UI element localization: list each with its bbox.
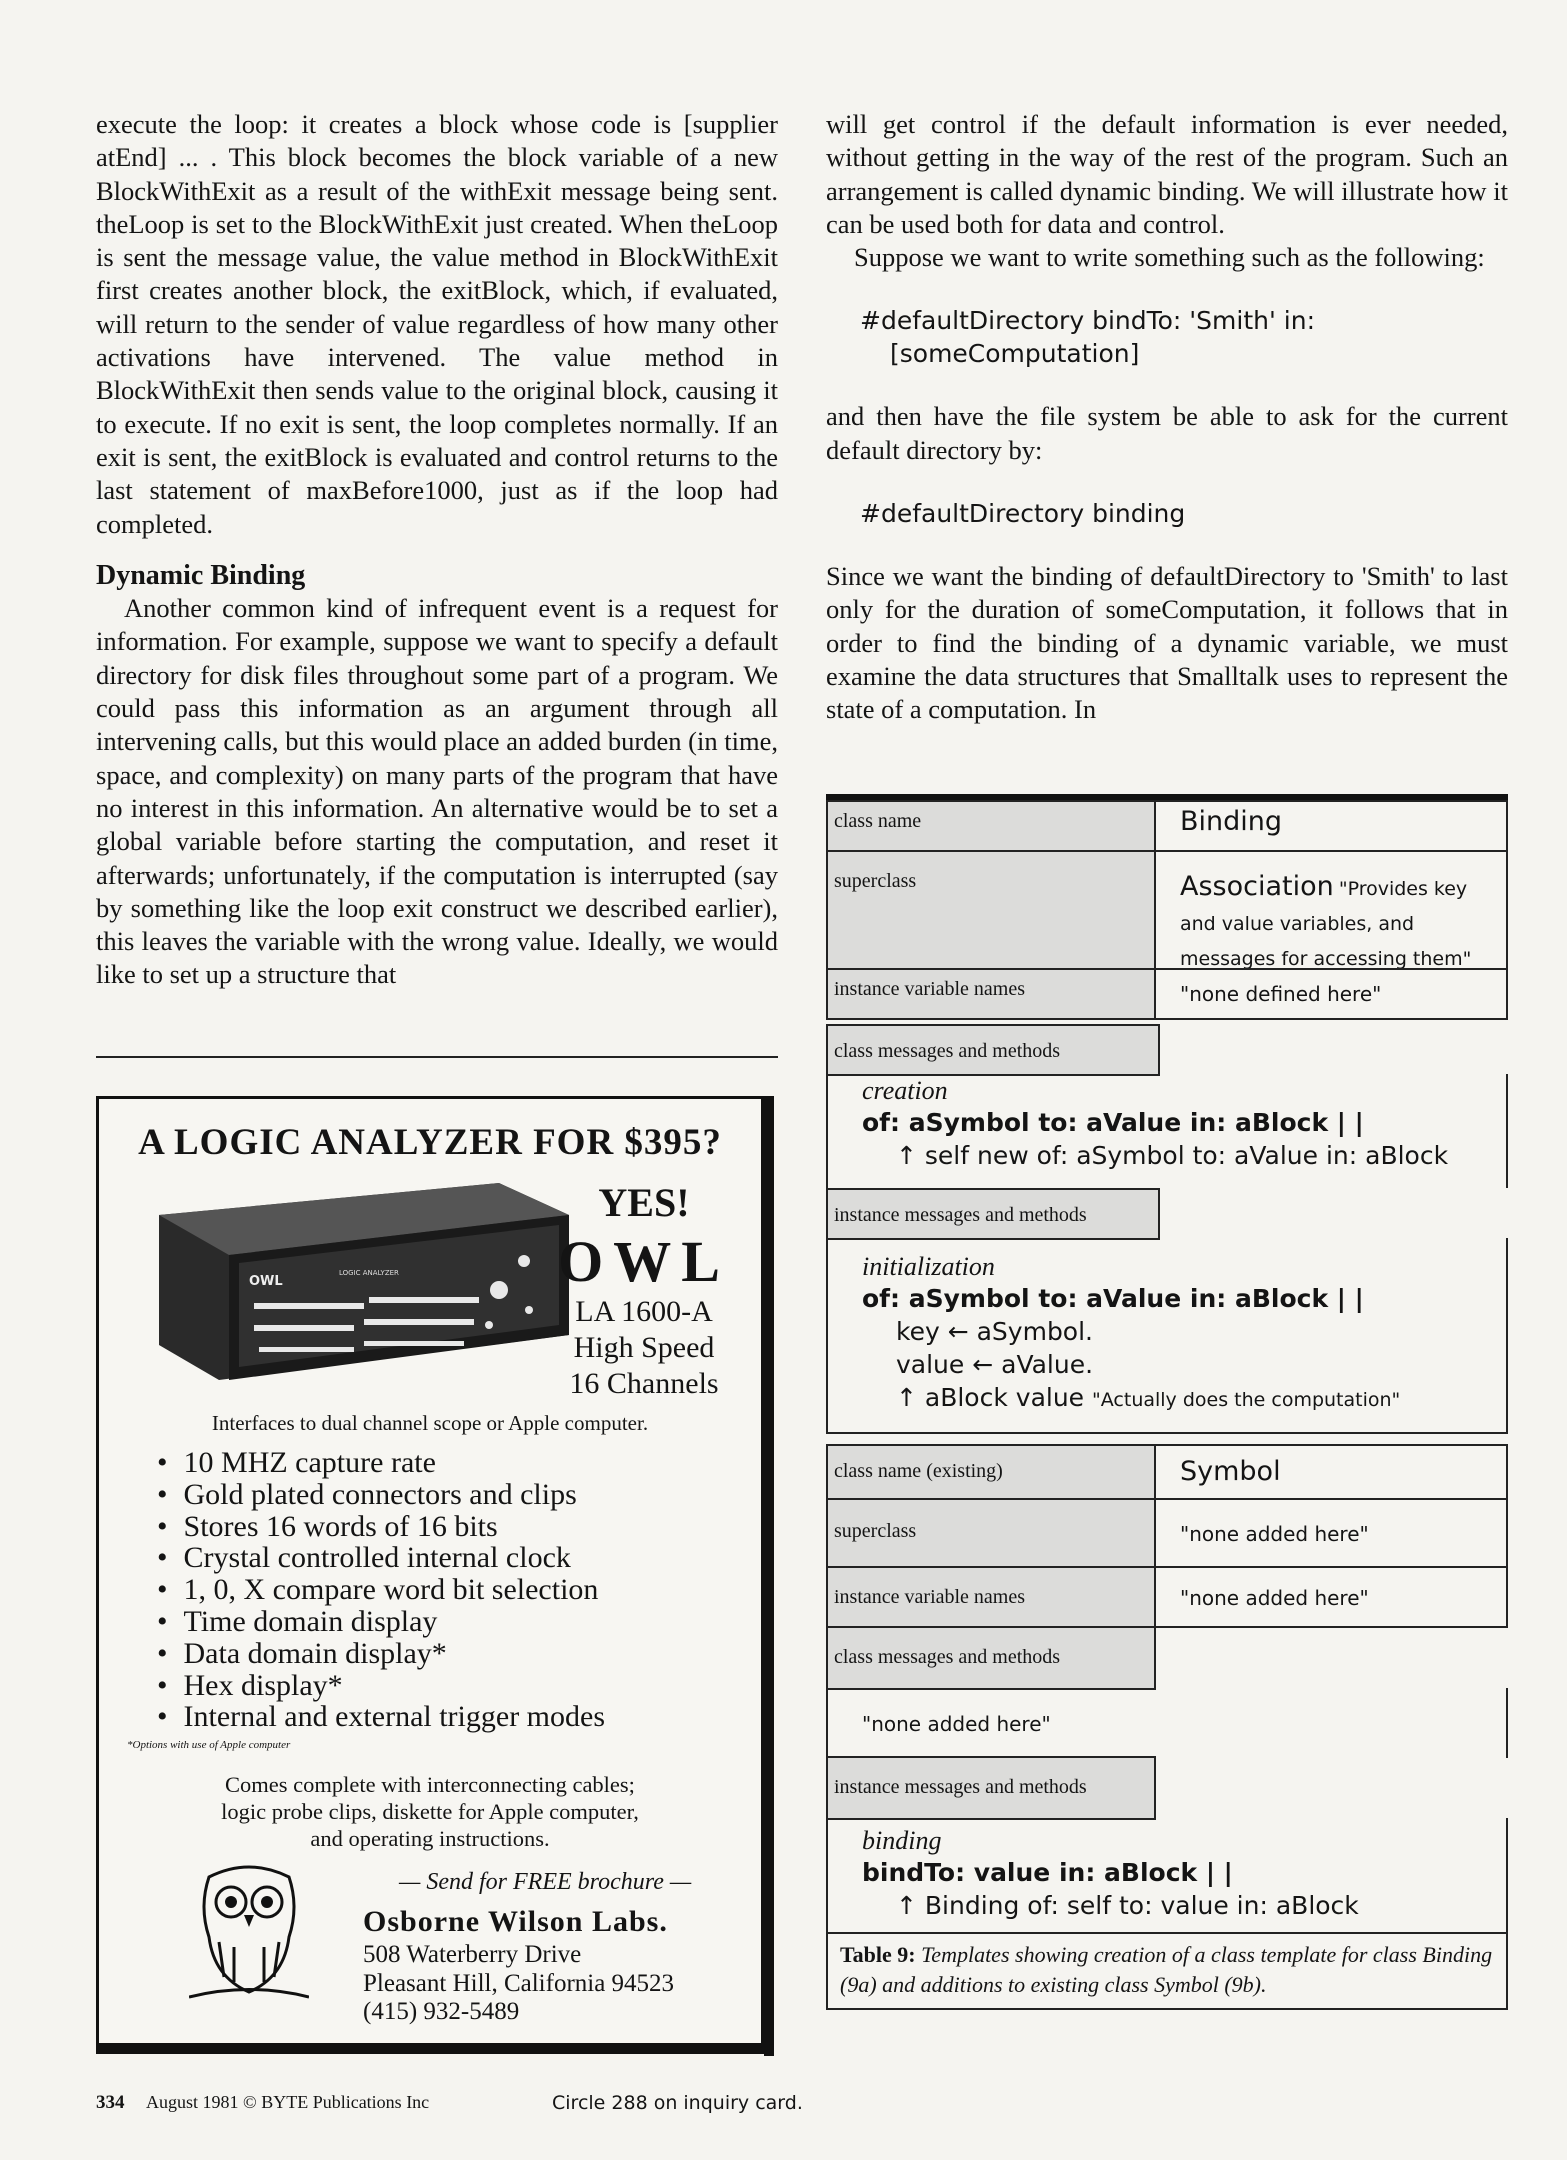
body-paragraph: Suppose we want to write something such as the following: bbox=[854, 242, 1485, 273]
method-line: "none added here" bbox=[862, 1712, 1051, 1736]
device-label: LOGIC ANALYZER bbox=[339, 1269, 399, 1277]
row-label: instance messages and methods bbox=[826, 1756, 1156, 1820]
owl-icon bbox=[189, 1857, 309, 2007]
caption-label: Table 9: bbox=[840, 1942, 916, 1967]
inquiry-note: Circle 288 on inquiry card. bbox=[552, 2092, 803, 2114]
body-paragraph: execute the loop: it creates a block whose code is [supplier atEnd] ... . This block becomes the block variable of a new BlockWithExit as a result of the withExit message being sent. theLoop is set to the BlockWithExit just created. When theLoop is sent the message value, the value method in BlockWithExit first creates another block, the exitBlock, which, if evaluated, will return to the sender of value regardless of how many other activations have intervened. The value method in BlockWithExit then sends value to the original block, causing it to execute. If no exit is sent, the loop completes normally. If an exit is sent, the exitBlock is evaluated and control returns to the last statement of maxBefore1000, just as if the loop had completed. bbox=[96, 109, 778, 539]
ad-feature-item: • 1, 0, X compare word bit selection bbox=[157, 1574, 605, 1606]
phone-number: (415) 932-5489 bbox=[363, 1998, 520, 2025]
table-row bbox=[826, 1024, 1508, 1076]
ad-feature-item: • Gold plated connectors and clips bbox=[157, 1479, 605, 1511]
superclass-comment: "Provides key and value variables, and messages for accessing them" bbox=[1180, 878, 1472, 970]
method-body bbox=[826, 1074, 1508, 1188]
ad-feature-list bbox=[157, 1447, 605, 1733]
method-line: ↑ Binding of: self to: value in: aBlock bbox=[896, 1891, 1359, 1920]
method-line: value ← aValue. bbox=[896, 1350, 1094, 1379]
method-signature: bindTo: value in: aBlock | | bbox=[862, 1858, 1233, 1887]
ad-shadow bbox=[764, 1096, 774, 2056]
issue-info: August 1981 © BYTE Publications Inc bbox=[146, 2092, 430, 2112]
row-value: Symbol bbox=[1156, 1444, 1508, 1500]
method-category: creation bbox=[862, 1076, 948, 1105]
ad-feature-item: • Internal and external trigger modes bbox=[157, 1701, 605, 1733]
device-brand: OWL bbox=[249, 1274, 283, 1289]
method-comment: "Actually does the computation" bbox=[1092, 1389, 1401, 1411]
ad-channels: 16 Channels bbox=[569, 1367, 719, 1400]
row-label: superclass bbox=[826, 850, 1156, 970]
ad-address bbox=[363, 1941, 674, 2027]
body-paragraph: Another common kind of infrequent event is a request for information. For example, suppose we want to specify a default directory for disk files throughout some part of a program. We could pass this information as an argument through all intervening calls, but this would place an added burden (in time, space, and complexity) on many parts of the program that have no interest in this information. An alternative would be to set a global variable before starting the computation, and reset it afterwards; unfortunately, if the computation is interrupted (say by something like the loop exit construct we described earlier), this leaves the variable with the wrong value. Ideally, we would like to set up a structure that bbox=[96, 593, 778, 990]
code-line: #defaultDirectory bindTo: 'Smith' in: bbox=[860, 306, 1316, 336]
ad-speed: High Speed bbox=[573, 1331, 715, 1364]
address-line: Pleasant Hill, California 94523 bbox=[363, 1969, 675, 1997]
method-line: ↑ aBlock value bbox=[896, 1383, 1085, 1412]
ad-model: LA 1600-A bbox=[575, 1295, 713, 1328]
ad-feature-item: • Data domain display* bbox=[157, 1638, 605, 1670]
ad-contents bbox=[99, 1771, 761, 1852]
table-caption bbox=[826, 1932, 1508, 2010]
caption-text: Templates showing creation of a class template for class Binding (9a) and additions to existing class Symbol (9b). bbox=[840, 1942, 1493, 1997]
row-value: "none defined here" bbox=[1156, 968, 1508, 1020]
code-line: #defaultDirectory binding bbox=[860, 499, 1186, 529]
code-example bbox=[860, 497, 1508, 530]
table-row bbox=[826, 1498, 1508, 1568]
row-label: class messages and methods bbox=[826, 1626, 1156, 1690]
table-row bbox=[826, 800, 1508, 852]
table-row bbox=[826, 1566, 1508, 1628]
column-rule bbox=[96, 1056, 778, 1058]
ad-feature-item: • 10 MHZ capture rate bbox=[157, 1447, 605, 1479]
row-label: instance messages and methods bbox=[826, 1188, 1160, 1240]
ad-contents-line: Comes complete with interconnecting cables; bbox=[225, 1772, 635, 1797]
row-value: "none added here" bbox=[1156, 1498, 1508, 1568]
body-paragraph: Since we want the binding of defaultDirectory to 'Smith' to last only for the duration of someComputation, it follows that in order to find the binding of a dynamic variable, we must examine the data structures that Smalltalk uses to represent the state of a computation. In bbox=[826, 561, 1508, 725]
right-column bbox=[826, 108, 1508, 727]
body-paragraph: and then have the file system be able to ask for the current default directory by: bbox=[826, 401, 1508, 465]
method-category: binding bbox=[862, 1826, 942, 1855]
row-label: instance variable names bbox=[826, 968, 1156, 1020]
ad-feature-item: • Crystal controlled internal clock bbox=[157, 1542, 605, 1574]
section-heading: Dynamic Binding bbox=[96, 559, 306, 591]
address-line: 508 Waterberry Drive bbox=[363, 1941, 582, 1968]
table-row bbox=[826, 1756, 1508, 1820]
row-label: class name (existing) bbox=[826, 1444, 1156, 1500]
row-value: "none added here" bbox=[1156, 1566, 1508, 1628]
logic-analyzer-photo bbox=[139, 1175, 579, 1405]
ad-shadow bbox=[96, 2046, 774, 2054]
method-line: key ← aSymbol. bbox=[896, 1317, 1093, 1346]
ad-feature-item: • Hex display* bbox=[157, 1670, 605, 1702]
method-body bbox=[826, 1688, 1508, 1758]
row-label: class name bbox=[826, 800, 1156, 852]
advertisement bbox=[96, 1096, 764, 2046]
body-paragraph: will get control if the default information is ever needed, without getting in the way of the rest of the program. Such an arrangement is called dynamic binding. We will illustrate how it can be used both for data and control. bbox=[826, 109, 1508, 239]
table-row bbox=[826, 968, 1508, 1020]
ad-headline: A LOGIC ANALYZER FOR $395? bbox=[138, 1122, 722, 1163]
ad-company: Osborne Wilson Labs. bbox=[363, 1905, 668, 1938]
ad-feature-item: • Time domain display bbox=[157, 1606, 605, 1638]
page-footer bbox=[96, 2092, 803, 2114]
row-label: instance variable names bbox=[826, 1566, 1156, 1628]
page-number: 334 bbox=[96, 2092, 125, 2113]
table-row bbox=[826, 850, 1508, 970]
superclass-name: Association bbox=[1180, 871, 1334, 902]
method-signature: of: aSymbol to: aValue in: aBlock | | bbox=[862, 1108, 1364, 1137]
row-label: superclass bbox=[826, 1498, 1156, 1568]
ad-feature-item: • Stores 16 words of 16 bits bbox=[157, 1511, 605, 1543]
method-signature: of: aSymbol to: aValue in: aBlock | | bbox=[862, 1284, 1364, 1313]
row-value: Binding bbox=[1156, 800, 1508, 852]
table-row bbox=[826, 1188, 1508, 1240]
ad-product-block bbox=[549, 1179, 739, 1402]
row-value bbox=[1156, 850, 1508, 970]
ad-option-note: *Options with use of Apple computer bbox=[127, 1739, 291, 1751]
ad-contents-line: logic probe clips, diskette for Apple computer, bbox=[221, 1799, 639, 1824]
table-row bbox=[826, 1444, 1508, 1500]
ad-contents-line: and operating instructions. bbox=[310, 1826, 550, 1851]
code-line: [someComputation] bbox=[890, 339, 1140, 369]
left-column bbox=[96, 108, 778, 992]
method-line: ↑ self new of: aSymbol to: aValue in: aBlock bbox=[896, 1141, 1449, 1170]
ad-send-brochure: — Send for FREE brochure — bbox=[399, 1869, 692, 1895]
ad-yes: YES! bbox=[598, 1180, 690, 1225]
ad-brand: OWL bbox=[558, 1229, 730, 1294]
code-example bbox=[860, 304, 1508, 370]
method-category: initialization bbox=[862, 1252, 995, 1281]
method-body bbox=[826, 1818, 1508, 1932]
ad-interfaces: Interfaces to dual channel scope or Apple computer. bbox=[211, 1411, 649, 1435]
table-row bbox=[826, 1626, 1508, 1690]
method-body bbox=[826, 1238, 1508, 1434]
row-label: class messages and methods bbox=[826, 1024, 1160, 1076]
